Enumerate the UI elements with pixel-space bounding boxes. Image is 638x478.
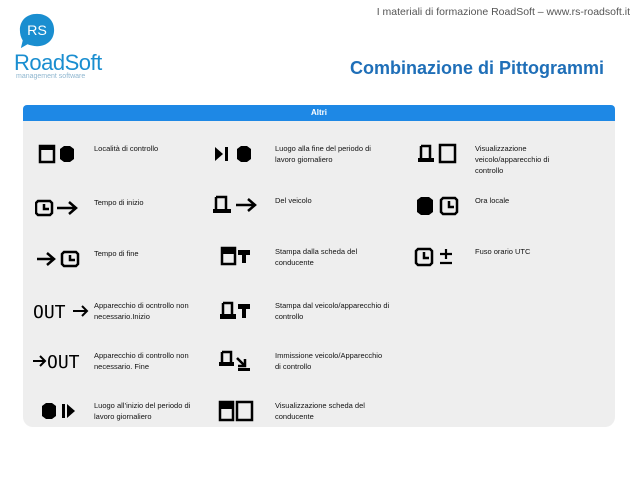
pictogram-label: Tempo di inizio bbox=[94, 198, 144, 207]
vehicle-arrow-icon bbox=[211, 195, 261, 217]
pictogram-label: Immissione veicolo/Apparecchio di controllo bbox=[275, 351, 383, 371]
pictogram-label: Località di controllo bbox=[94, 144, 159, 153]
logo-bubble-icon bbox=[18, 12, 56, 50]
end-location-icon bbox=[211, 143, 261, 165]
arrow-out-icon bbox=[33, 350, 89, 372]
pictogram-label: Apparecchio di ocntrollo non necessario.Inizio bbox=[94, 301, 189, 321]
roadsoft-logo bbox=[14, 12, 104, 82]
brand-tagline: management software bbox=[16, 73, 86, 80]
arrow-clock-end-icon bbox=[33, 248, 83, 270]
clock-arrow-start-icon bbox=[33, 197, 83, 219]
pictogram-label: Stampa dal veicolo/apparecchio di controllo bbox=[275, 301, 390, 321]
local-time-icon bbox=[413, 195, 463, 217]
vehicle-input-icon bbox=[211, 350, 261, 372]
svg-text:OUT: OUT bbox=[47, 352, 80, 371]
pictogram-label: Fuso orario UTC bbox=[475, 247, 531, 256]
pictogram-label: Del veicolo bbox=[275, 196, 312, 205]
pictogram-label: Visualizzazione scheda del conducente bbox=[275, 401, 365, 421]
pictogram-label: Tempo di fine bbox=[94, 249, 139, 258]
vehicle-print-icon bbox=[211, 300, 261, 322]
pictogram-label: Stampa dalla scheda del conducente bbox=[275, 247, 358, 267]
location-start-icon bbox=[33, 400, 83, 422]
pictogram-table bbox=[23, 105, 615, 427]
pictogram-label: Visualizzazione veicolo/apparecchio di controllo bbox=[475, 144, 550, 175]
pictogram-label: Luogo all’inizio del periodo di lavoro giornaliero bbox=[94, 401, 191, 421]
card-display-icon bbox=[211, 400, 261, 422]
site-header-line: I materiali di formazione RoadSoft – www.rs-roadsoft.it bbox=[376, 6, 630, 18]
svg-text:OUT: OUT bbox=[33, 302, 66, 321]
utc-offset-icon bbox=[413, 246, 463, 268]
table-header: Altri bbox=[23, 105, 615, 121]
pictogram-label: Ora locale bbox=[475, 196, 510, 205]
brand-name: RoadSoft bbox=[14, 50, 102, 75]
logo-initials: RS bbox=[27, 22, 47, 39]
vehicle-display-icon bbox=[413, 143, 463, 165]
location-building-icon bbox=[33, 143, 83, 165]
pictogram-label: Luogo alla fine del periodo di lavoro giornaliero bbox=[275, 144, 371, 164]
card-print-icon bbox=[211, 246, 261, 268]
out-arrow-icon bbox=[33, 300, 89, 322]
page-title: Combinazione di Pittogrammi bbox=[349, 58, 604, 78]
pictogram-label: Apparecchio di controllo non necessario. Fine bbox=[94, 351, 189, 371]
